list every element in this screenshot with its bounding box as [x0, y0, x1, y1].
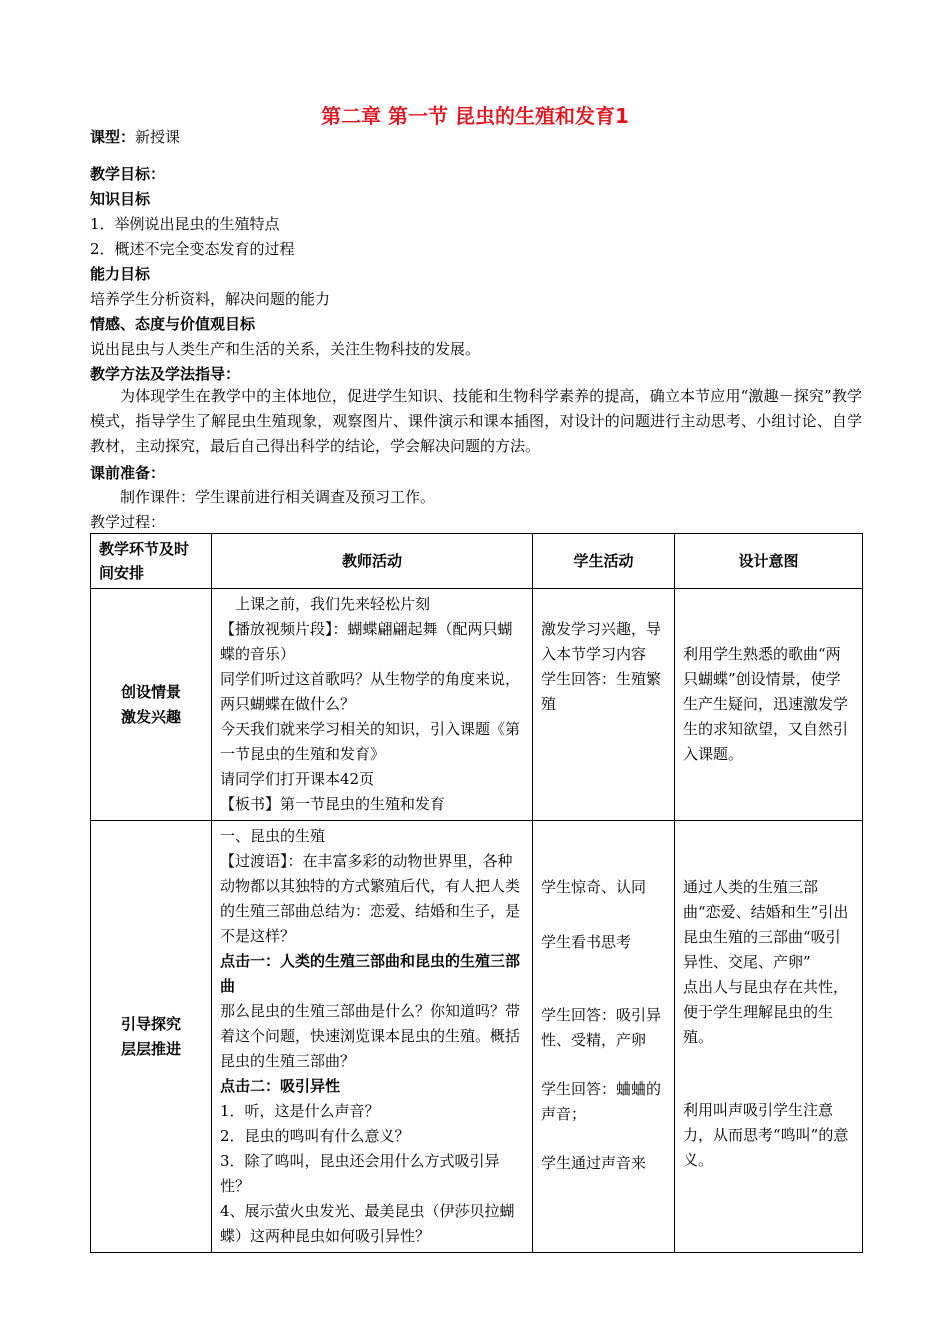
teacher-cell: 上课之前，我们先来轻松片刻 【播放视频片段】：蝴蝶翩翩起舞（配两只蝴蝶的音乐） 同学们听过这首歌吗？从生物学的角度来说，两只蝴蝶在做什么？ 今天我们就来学习相关的知识，引入课题《第一节昆虫的生殖和发育》 请同学们打开课本42页 【板书】第一节昆虫的生殖和发育 [212, 589, 533, 821]
teacher-cell: 一、昆虫的生殖 【过渡语】：在丰富多彩的动物世界里，各种动物都以其独特的方式繁殖后代，有人把人类的生殖三部曲总结为：恋爱、结婚和生子，是不是这样？ 点击一：人类的生殖三部曲和昆虫的生殖三部曲 那么昆虫的生殖三部曲是什么？你知道吗？带着这个问题，快速浏览课本昆虫的生殖。概括昆虫的生殖三部曲？ 点击二：吸引异性 1．听，这是什么声音？ 2．昆虫的鸣叫有什么意义？ 3．除了鸣叫，昆虫还会用什么方式吸引异性？ 4、展示萤火虫发光、最美昆虫（伊莎贝拉蝴蝶）这两种昆虫如何吸引异性？ [212, 821, 533, 1253]
student-cell: 激发学习兴趣，导入本节学习内容 学生回答：生殖繁殖 [533, 589, 675, 821]
student-cell: 学生惊奇、认同 学生看书思考 学生回答：吸引异性、受精，产卵 学生回答：蛐蛐的声音； 学生通过声音来 [533, 821, 675, 1253]
lesson-process-table [90, 533, 863, 1253]
header-student: 学生活动 [533, 534, 675, 589]
ability-text: 培养学生分析资料，解决问题的能力 [90, 290, 331, 308]
process-label: 教学过程： [90, 513, 166, 531]
section-cell: 引导探究 层层推进 [91, 821, 212, 1253]
knowledge-item: 1．举例说出昆虫的生殖特点 [90, 215, 280, 233]
knowledge-item: 2．概述不完全变态发育的过程 [90, 240, 295, 258]
method-heading: 教学方法及学法指导： [90, 365, 241, 383]
objectives-heading: 教学目标： [90, 165, 166, 183]
method-text: 为体现学生在教学中的主体地位，促进学生知识、技能和生物科学素养的提高，确立本节应用“激趣－探究”教学模式，指导学生了解昆虫生殖现象，观察图片、课件演示和课本插图，对设计的问题进行主动思考、小组讨论、自学教材，主动探究，最后自己得出科学的结论，学会解决问题的方法。 [90, 387, 862, 455]
header-stage: 教学环节及时间安排 [91, 534, 212, 589]
header-intent: 设计意图 [675, 534, 863, 589]
ability-heading: 能力目标 [90, 265, 151, 283]
lesson-type-line [90, 125, 180, 149]
page-title: 第二章 第一节 昆虫的生殖和发育1 [321, 104, 629, 128]
emotion-text: 说出昆虫与人类生产和生活的关系，关注生物科技的发展。 [90, 340, 481, 358]
prep-text: 制作课件：学生课前进行相关调查及预习工作。 [120, 488, 436, 506]
intent-cell: 利用学生熟悉的歌曲“两只蝴蝶”创设情景，使学生产生疑问，迅速激发学生的求知欲望，又自然引入课题。 [675, 589, 863, 821]
table-row [91, 589, 863, 821]
table-row [91, 821, 863, 1253]
intent-cell: 通过人类的生殖三部曲“恋爱、结婚和生”引出昆虫生殖的三部曲“吸引异性、交尾、产卵” 点出人与昆虫存在共性，便于学生理解昆虫的生殖。 利用叫声吸引学生注意力，从而思考“鸣叫”的意义。 [675, 821, 863, 1253]
knowledge-heading: 知识目标 [90, 190, 151, 208]
lesson-type-label: 课型： [90, 128, 136, 146]
table-header-row [91, 534, 863, 589]
emotion-heading: 情感、态度与价值观目标 [90, 315, 256, 333]
prep-heading: 课前准备： [90, 464, 166, 482]
section-cell: 创设情景 激发兴趣 [91, 589, 212, 821]
header-teacher: 教师活动 [212, 534, 533, 589]
lesson-type-value: 新授课 [135, 128, 181, 146]
